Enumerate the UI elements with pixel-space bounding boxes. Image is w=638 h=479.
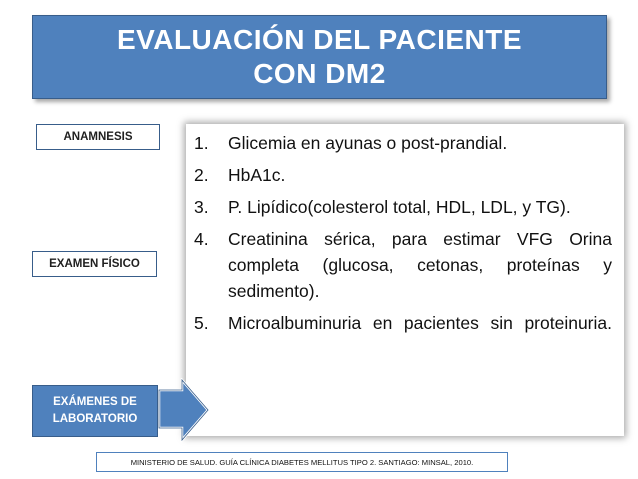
examen-fisico-label: EXAMEN FÍSICO (49, 258, 140, 270)
lab-exams-list (194, 130, 612, 342)
examenes-laboratorio-label-line2: LABORATORIO (52, 413, 138, 425)
anamnesis-box (36, 124, 160, 150)
list-item (194, 194, 612, 220)
list-item (194, 130, 612, 156)
reference-text: MINISTERIO DE SALUD. GUÍA CLÍNICA DIABETES MELLITUS TIPO 2. SANTIAGO: MINSAL, 2010. (130, 457, 474, 467)
list-item-number: 1. (194, 133, 209, 153)
list-item-text: P. Lipídico(colesterol total, HDL, LDL, y TG). (228, 197, 571, 217)
list-item (194, 162, 612, 188)
list-item-number: 5. (194, 313, 209, 333)
list-item-number: 3. (194, 197, 209, 217)
list-item-text: Glicemia en ayunas o post-prandial. (228, 133, 508, 153)
list-item-text: HbA1c. (228, 165, 286, 185)
list-item-text: Microalbuminuria en pacientes sin proteinuria. (228, 313, 612, 333)
list-item-number: 2. (194, 165, 209, 185)
list-item (194, 310, 612, 336)
pointer-arrow-icon (158, 378, 210, 446)
examen-fisico-box (32, 251, 157, 277)
examenes-laboratorio-label-line1: EXÁMENES DE (53, 396, 137, 408)
slide-title: EVALUACIÓN DEL PACIENTE CON DM2 (116, 24, 523, 89)
slide-title-box (32, 15, 607, 99)
anamnesis-label: ANAMNESIS (63, 131, 133, 143)
reference-box (96, 452, 508, 472)
list-item-text: Creatinina sérica, para estimar VFG Orina completa (glucosa, cetonas, proteínas y sedimento). (228, 229, 612, 301)
list-item-number: 4. (194, 229, 209, 249)
list-item (194, 226, 612, 304)
examenes-laboratorio-box (32, 385, 158, 437)
lab-exams-content (186, 124, 624, 436)
